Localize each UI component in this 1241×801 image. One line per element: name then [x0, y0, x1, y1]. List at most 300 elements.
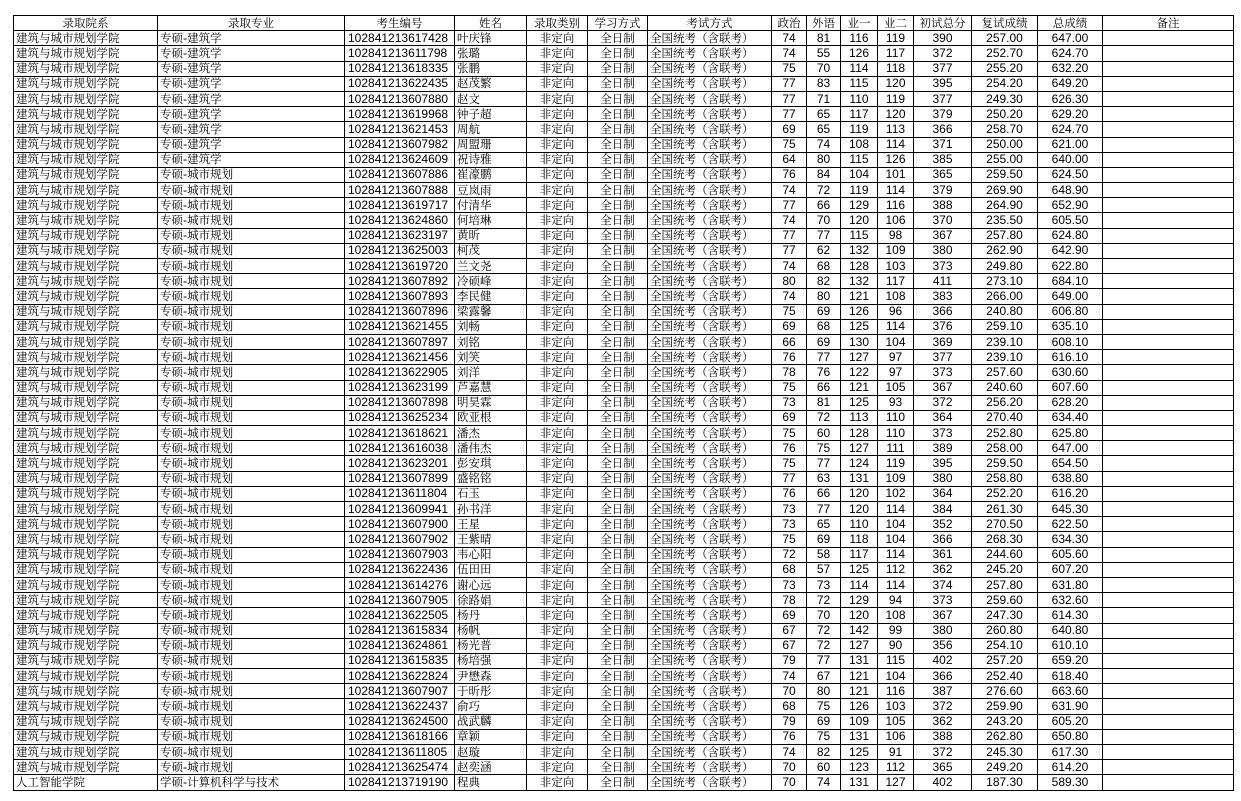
cell-remarks	[1103, 547, 1234, 562]
cell-language: 77	[807, 228, 841, 243]
cell-initial-total: 373	[914, 259, 972, 274]
cell-subject-two: 115	[878, 653, 914, 668]
cell-politics: 70	[772, 684, 807, 699]
header-language: 外语	[807, 16, 841, 31]
cell-exam-id: 102841213614276	[345, 577, 455, 592]
cell-name: 章颖	[455, 729, 527, 744]
cell-initial-total: 369	[914, 334, 972, 349]
cell-initial-total: 390	[914, 31, 972, 46]
cell-politics: 73	[772, 517, 807, 532]
cell-exam-id: 102841213609941	[345, 502, 455, 517]
cell-study-mode: 全日制	[588, 547, 648, 562]
cell-remarks	[1103, 745, 1234, 760]
table-row	[14, 593, 1234, 608]
cell-category: 非定向	[527, 729, 588, 744]
cell-category: 非定向	[527, 471, 588, 486]
cell-subject-two: 104	[878, 334, 914, 349]
cell-study-mode: 全日制	[588, 122, 648, 137]
cell-total-score: 605.60	[1038, 547, 1103, 562]
cell-subject-two: 106	[878, 729, 914, 744]
cell-major: 专硕-城市规划	[158, 334, 345, 349]
cell-name: 柯茂	[455, 243, 527, 258]
cell-exam-id: 102841213611798	[345, 46, 455, 61]
cell-politics: 76	[772, 486, 807, 501]
cell-study-mode: 全日制	[588, 380, 648, 395]
cell-category: 非定向	[527, 122, 588, 137]
cell-subject-two: 114	[878, 183, 914, 198]
cell-name: 俞巧	[455, 699, 527, 714]
cell-initial-total: 395	[914, 76, 972, 91]
cell-initial-total: 380	[914, 623, 972, 638]
cell-major: 专硕-城市规划	[158, 608, 345, 623]
cell-total-score: 640.00	[1038, 152, 1103, 167]
cell-initial-total: 402	[914, 653, 972, 668]
cell-politics: 77	[772, 76, 807, 91]
cell-language: 70	[807, 608, 841, 623]
cell-exam-type: 全国统考（含联考）	[648, 289, 772, 304]
header-retest-score: 复试成绩	[972, 16, 1038, 31]
cell-language: 72	[807, 623, 841, 638]
cell-remarks	[1103, 684, 1234, 699]
cell-retest-score: 239.10	[972, 334, 1038, 349]
cell-retest-score: 240.60	[972, 380, 1038, 395]
cell-major: 专硕-城市规划	[158, 729, 345, 744]
table-row	[14, 213, 1234, 228]
cell-exam-type: 全国统考（含联考）	[648, 593, 772, 608]
cell-total-score: 640.80	[1038, 623, 1103, 638]
cell-language: 75	[807, 729, 841, 744]
cell-retest-score: 239.10	[972, 350, 1038, 365]
cell-study-mode: 全日制	[588, 167, 648, 182]
cell-remarks	[1103, 228, 1234, 243]
cell-initial-total: 376	[914, 319, 972, 334]
cell-retest-score: 257.00	[972, 31, 1038, 46]
table-row	[14, 562, 1234, 577]
cell-remarks	[1103, 91, 1234, 106]
cell-exam-id: 102841213607898	[345, 395, 455, 410]
admission-sheet	[13, 15, 1233, 791]
cell-politics: 77	[772, 243, 807, 258]
cell-name: 李民健	[455, 289, 527, 304]
cell-exam-type: 全国统考（含联考）	[648, 547, 772, 562]
cell-subject-one: 132	[841, 274, 878, 289]
table-row	[14, 699, 1234, 714]
cell-total-score: 625.80	[1038, 426, 1103, 441]
cell-college: 建筑与城市规划学院	[14, 122, 158, 137]
cell-politics: 69	[772, 608, 807, 623]
cell-exam-id: 102841213619968	[345, 107, 455, 122]
cell-college: 建筑与城市规划学院	[14, 532, 158, 547]
cell-politics: 73	[772, 502, 807, 517]
cell-language: 55	[807, 46, 841, 61]
table-row	[14, 441, 1234, 456]
cell-college: 建筑与城市规划学院	[14, 228, 158, 243]
cell-name: 周盟珊	[455, 137, 527, 152]
cell-exam-id: 102841213623197	[345, 228, 455, 243]
cell-category: 非定向	[527, 91, 588, 106]
cell-total-score: 631.90	[1038, 699, 1103, 714]
cell-study-mode: 全日制	[588, 395, 648, 410]
cell-remarks	[1103, 365, 1234, 380]
cell-major: 专硕-城市规划	[158, 319, 345, 334]
cell-study-mode: 全日制	[588, 593, 648, 608]
cell-retest-score: 259.10	[972, 319, 1038, 334]
cell-exam-id: 102841213616038	[345, 441, 455, 456]
cell-remarks	[1103, 183, 1234, 198]
cell-exam-type: 全国统考（含联考）	[648, 745, 772, 760]
cell-politics: 72	[772, 547, 807, 562]
cell-language: 71	[807, 91, 841, 106]
cell-study-mode: 全日制	[588, 76, 648, 91]
cell-name: 谢心远	[455, 577, 527, 592]
cell-initial-total: 395	[914, 456, 972, 471]
header-subject-one: 业一	[841, 16, 878, 31]
cell-initial-total: 372	[914, 699, 972, 714]
cell-exam-id: 102841213622437	[345, 699, 455, 714]
cell-initial-total: 365	[914, 760, 972, 775]
cell-category: 非定向	[527, 228, 588, 243]
cell-language: 82	[807, 745, 841, 760]
table-body	[14, 31, 1234, 790]
cell-politics: 74	[772, 46, 807, 61]
cell-retest-score: 187.30	[972, 775, 1038, 790]
cell-exam-type: 全国统考（含联考）	[648, 729, 772, 744]
cell-total-score: 589.30	[1038, 775, 1103, 790]
cell-language: 66	[807, 380, 841, 395]
cell-subject-one: 104	[841, 167, 878, 182]
cell-initial-total: 362	[914, 562, 972, 577]
cell-exam-id: 102841213621455	[345, 319, 455, 334]
cell-name: 崔濠鹏	[455, 167, 527, 182]
cell-exam-id: 102841213619720	[345, 259, 455, 274]
cell-language: 77	[807, 653, 841, 668]
cell-politics: 67	[772, 638, 807, 653]
cell-remarks	[1103, 304, 1234, 319]
cell-remarks	[1103, 122, 1234, 137]
cell-college: 建筑与城市规划学院	[14, 213, 158, 228]
cell-politics: 74	[772, 745, 807, 760]
cell-retest-score: 258.80	[972, 471, 1038, 486]
cell-category: 非定向	[527, 46, 588, 61]
cell-language: 69	[807, 532, 841, 547]
cell-total-score: 621.00	[1038, 137, 1103, 152]
cell-major: 学硕-计算机科学与技术	[158, 775, 345, 790]
cell-exam-id: 102841213607903	[345, 547, 455, 562]
table-row	[14, 745, 1234, 760]
header-major: 录取专业	[158, 16, 345, 31]
cell-name: 韦心阳	[455, 547, 527, 562]
cell-subject-two: 97	[878, 350, 914, 365]
cell-category: 非定向	[527, 593, 588, 608]
cell-subject-two: 109	[878, 471, 914, 486]
cell-retest-score: 266.00	[972, 289, 1038, 304]
cell-total-score: 607.20	[1038, 562, 1103, 577]
cell-subject-one: 121	[841, 380, 878, 395]
cell-initial-total: 364	[914, 410, 972, 425]
cell-exam-type: 全国统考（含联考）	[648, 532, 772, 547]
cell-language: 70	[807, 61, 841, 76]
cell-politics: 75	[772, 380, 807, 395]
cell-major: 专硕-城市规划	[158, 760, 345, 775]
cell-total-score: 618.40	[1038, 669, 1103, 684]
cell-exam-id: 102841213624860	[345, 213, 455, 228]
cell-remarks	[1103, 380, 1234, 395]
cell-exam-type: 全国统考（含联考）	[648, 304, 772, 319]
cell-initial-total: 379	[914, 183, 972, 198]
cell-politics: 64	[772, 152, 807, 167]
cell-initial-total: 411	[914, 274, 972, 289]
cell-politics: 73	[772, 395, 807, 410]
cell-college: 建筑与城市规划学院	[14, 714, 158, 729]
cell-total-score: 634.30	[1038, 532, 1103, 547]
cell-total-score: 632.20	[1038, 61, 1103, 76]
cell-exam-id: 102841213607880	[345, 91, 455, 106]
cell-retest-score: 249.30	[972, 91, 1038, 106]
cell-subject-one: 119	[841, 183, 878, 198]
cell-language: 57	[807, 562, 841, 577]
cell-politics: 73	[772, 577, 807, 592]
cell-politics: 77	[772, 91, 807, 106]
table-row	[14, 259, 1234, 274]
cell-retest-score: 255.20	[972, 61, 1038, 76]
cell-major: 专硕-建筑学	[158, 46, 345, 61]
cell-category: 非定向	[527, 107, 588, 122]
cell-name: 于昕彤	[455, 684, 527, 699]
cell-college: 建筑与城市规划学院	[14, 486, 158, 501]
cell-college: 建筑与城市规划学院	[14, 107, 158, 122]
cell-college: 建筑与城市规划学院	[14, 31, 158, 46]
table-row	[14, 638, 1234, 653]
cell-exam-type: 全国统考（含联考）	[648, 31, 772, 46]
cell-category: 非定向	[527, 653, 588, 668]
cell-study-mode: 全日制	[588, 502, 648, 517]
cell-exam-type: 全国统考（含联考）	[648, 228, 772, 243]
cell-study-mode: 全日制	[588, 274, 648, 289]
header-exam-type: 考试方式	[648, 16, 772, 31]
cell-name: 黄昕	[455, 228, 527, 243]
cell-category: 非定向	[527, 350, 588, 365]
cell-language: 74	[807, 775, 841, 790]
cell-subject-one: 127	[841, 350, 878, 365]
cell-college: 建筑与城市规划学院	[14, 456, 158, 471]
cell-exam-type: 全国统考（含联考）	[648, 213, 772, 228]
cell-language: 82	[807, 274, 841, 289]
cell-major: 专硕-城市规划	[158, 243, 345, 258]
cell-name: 何培琳	[455, 213, 527, 228]
cell-retest-score: 250.00	[972, 137, 1038, 152]
cell-initial-total: 366	[914, 532, 972, 547]
cell-subject-one: 129	[841, 593, 878, 608]
cell-name: 孙书洋	[455, 502, 527, 517]
cell-exam-type: 全国统考（含联考）	[648, 91, 772, 106]
cell-subject-one: 118	[841, 532, 878, 547]
cell-remarks	[1103, 395, 1234, 410]
cell-category: 非定向	[527, 441, 588, 456]
cell-subject-two: 105	[878, 714, 914, 729]
cell-category: 非定向	[527, 76, 588, 91]
cell-remarks	[1103, 167, 1234, 182]
cell-college: 建筑与城市规划学院	[14, 395, 158, 410]
cell-name: 冷硕峰	[455, 274, 527, 289]
cell-subject-two: 120	[878, 107, 914, 122]
cell-total-score: 647.00	[1038, 441, 1103, 456]
cell-category: 非定向	[527, 760, 588, 775]
cell-total-score: 626.30	[1038, 91, 1103, 106]
cell-category: 非定向	[527, 532, 588, 547]
cell-initial-total: 352	[914, 517, 972, 532]
cell-subject-two: 103	[878, 699, 914, 714]
cell-college: 建筑与城市规划学院	[14, 365, 158, 380]
cell-study-mode: 全日制	[588, 577, 648, 592]
cell-total-score: 638.80	[1038, 471, 1103, 486]
cell-subject-two: 96	[878, 304, 914, 319]
cell-college: 人工智能学院	[14, 775, 158, 790]
cell-subject-one: 142	[841, 623, 878, 638]
cell-name: 芦嘉慧	[455, 380, 527, 395]
cell-language: 75	[807, 441, 841, 456]
cell-subject-two: 109	[878, 243, 914, 258]
cell-subject-two: 94	[878, 593, 914, 608]
cell-category: 非定向	[527, 380, 588, 395]
cell-total-score: 642.90	[1038, 243, 1103, 258]
cell-study-mode: 全日制	[588, 334, 648, 349]
cell-category: 非定向	[527, 395, 588, 410]
cell-subject-two: 114	[878, 577, 914, 592]
table-row	[14, 122, 1234, 137]
table-row	[14, 380, 1234, 395]
cell-retest-score: 255.00	[972, 152, 1038, 167]
cell-politics: 74	[772, 289, 807, 304]
cell-subject-two: 99	[878, 623, 914, 638]
cell-subject-two: 103	[878, 259, 914, 274]
cell-retest-score: 257.80	[972, 577, 1038, 592]
cell-retest-score: 259.90	[972, 699, 1038, 714]
table-row	[14, 350, 1234, 365]
cell-politics: 77	[772, 198, 807, 213]
cell-remarks	[1103, 532, 1234, 547]
cell-name: 豆岚雨	[455, 183, 527, 198]
cell-exam-type: 全国统考（含联考）	[648, 456, 772, 471]
cell-politics: 79	[772, 714, 807, 729]
cell-retest-score: 262.90	[972, 243, 1038, 258]
cell-initial-total: 383	[914, 289, 972, 304]
cell-language: 69	[807, 334, 841, 349]
cell-retest-score: 252.40	[972, 669, 1038, 684]
cell-exam-id: 102841213622824	[345, 669, 455, 684]
cell-total-score: 635.10	[1038, 319, 1103, 334]
cell-college: 建筑与城市规划学院	[14, 562, 158, 577]
cell-remarks	[1103, 638, 1234, 653]
cell-name: 潘伟杰	[455, 441, 527, 456]
cell-college: 建筑与城市规划学院	[14, 304, 158, 319]
cell-politics: 74	[772, 213, 807, 228]
table-row	[14, 304, 1234, 319]
cell-subject-two: 91	[878, 745, 914, 760]
cell-study-mode: 全日制	[588, 426, 648, 441]
cell-retest-score: 273.10	[972, 274, 1038, 289]
cell-name: 潘杰	[455, 426, 527, 441]
cell-language: 72	[807, 593, 841, 608]
cell-major: 专硕-城市规划	[158, 517, 345, 532]
cell-exam-type: 全国统考（含联考）	[648, 623, 772, 638]
cell-total-score: 624.50	[1038, 167, 1103, 182]
cell-subject-two: 114	[878, 137, 914, 152]
cell-exam-id: 102841213615834	[345, 623, 455, 638]
cell-initial-total: 370	[914, 213, 972, 228]
cell-remarks	[1103, 319, 1234, 334]
cell-subject-one: 125	[841, 319, 878, 334]
cell-major: 专硕-城市规划	[158, 395, 345, 410]
cell-major: 专硕-城市规划	[158, 167, 345, 182]
cell-exam-id: 102841213623201	[345, 456, 455, 471]
cell-politics: 74	[772, 669, 807, 684]
cell-retest-score: 258.00	[972, 441, 1038, 456]
cell-total-score: 605.50	[1038, 213, 1103, 228]
cell-study-mode: 全日制	[588, 562, 648, 577]
cell-name: 钟子超	[455, 107, 527, 122]
cell-total-score: 614.30	[1038, 608, 1103, 623]
cell-subject-two: 119	[878, 456, 914, 471]
cell-language: 66	[807, 486, 841, 501]
cell-exam-type: 全国统考（含联考）	[648, 699, 772, 714]
cell-exam-type: 全国统考（含联考）	[648, 243, 772, 258]
cell-total-score: 663.60	[1038, 684, 1103, 699]
cell-subject-one: 120	[841, 608, 878, 623]
table-row	[14, 274, 1234, 289]
header-total-score: 总成绩	[1038, 16, 1103, 31]
cell-exam-type: 全国统考（含联考）	[648, 562, 772, 577]
cell-subject-one: 115	[841, 152, 878, 167]
header-exam-id: 考生编号	[345, 16, 455, 31]
cell-politics: 68	[772, 562, 807, 577]
cell-initial-total: 387	[914, 684, 972, 699]
cell-major: 专硕-城市规划	[158, 714, 345, 729]
cell-subject-one: 128	[841, 426, 878, 441]
cell-study-mode: 全日制	[588, 456, 648, 471]
admission-table	[13, 15, 1234, 791]
cell-politics: 76	[772, 729, 807, 744]
cell-category: 非定向	[527, 31, 588, 46]
cell-exam-id: 102841213615835	[345, 653, 455, 668]
cell-study-mode: 全日制	[588, 623, 648, 638]
cell-subject-one: 123	[841, 760, 878, 775]
cell-exam-id: 102841213607892	[345, 274, 455, 289]
cell-retest-score: 260.80	[972, 623, 1038, 638]
table-row	[14, 410, 1234, 425]
cell-college: 建筑与城市规划学院	[14, 350, 158, 365]
cell-major: 专硕-城市规划	[158, 653, 345, 668]
cell-subject-one: 126	[841, 304, 878, 319]
cell-remarks	[1103, 441, 1234, 456]
cell-study-mode: 全日制	[588, 46, 648, 61]
cell-exam-type: 全国统考（含联考）	[648, 441, 772, 456]
cell-subject-two: 90	[878, 638, 914, 653]
cell-exam-type: 全国统考（含联考）	[648, 669, 772, 684]
table-row	[14, 608, 1234, 623]
cell-total-score: 632.60	[1038, 593, 1103, 608]
cell-subject-one: 120	[841, 502, 878, 517]
cell-exam-id: 102841213607896	[345, 304, 455, 319]
cell-exam-type: 全国统考（含联考）	[648, 760, 772, 775]
cell-subject-two: 112	[878, 562, 914, 577]
cell-remarks	[1103, 61, 1234, 76]
cell-politics: 75	[772, 137, 807, 152]
table-row	[14, 137, 1234, 152]
cell-remarks	[1103, 107, 1234, 122]
cell-study-mode: 全日制	[588, 183, 648, 198]
cell-subject-two: 108	[878, 289, 914, 304]
cell-exam-id: 102841213625474	[345, 760, 455, 775]
